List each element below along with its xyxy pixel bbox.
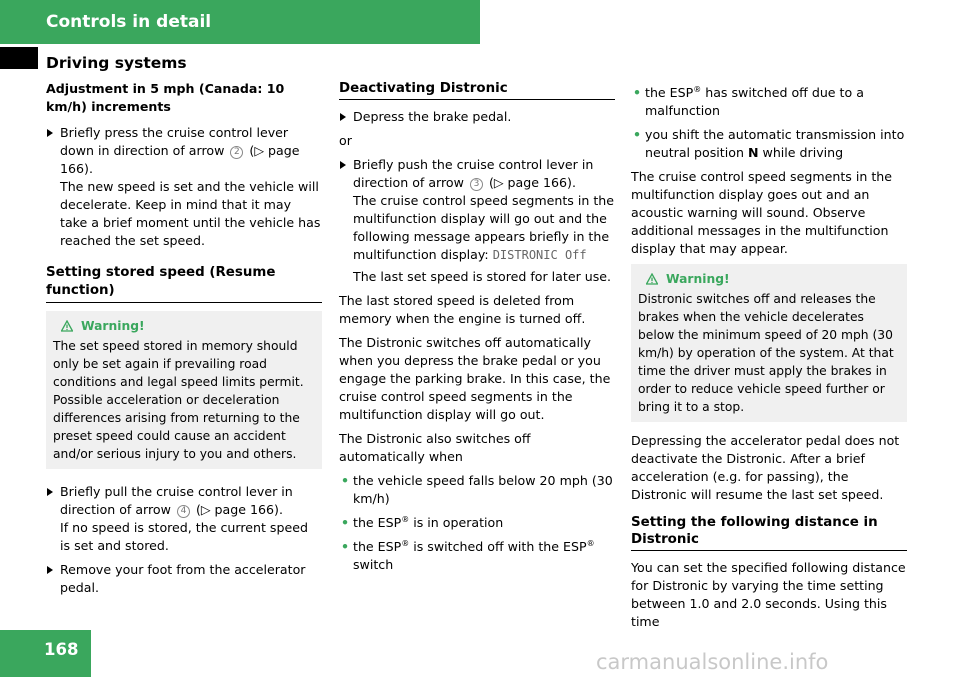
page-reference: (▷ page 166). [195, 502, 283, 517]
col3-heading: Setting the following distance in Distronic [631, 514, 907, 551]
registered-mark: ® [401, 539, 410, 548]
page-reference: (▷ page 166). [60, 143, 300, 176]
warning-box [46, 311, 322, 469]
step-result: The cruise control speed segments in the multifunction display will go out and the following message appears briefly in the multifunction display: [353, 193, 614, 262]
warning-triangle-icon [646, 273, 658, 285]
instruction-step [339, 156, 615, 286]
col2-heading: Deactivating Distronic [339, 80, 615, 100]
paragraph: You can set the specified following distance for Distronic by varying the time setting between 1.0 and 2.0 seconds. Using this time [631, 560, 906, 629]
warning-box [631, 264, 907, 422]
col1-heading: Adjustment in 5 mph (Canada: 10 km/h) increments [46, 81, 285, 114]
warning-triangle-icon [61, 320, 73, 332]
step-text: Briefly push the cruise control lever in direction of arrow [353, 157, 594, 190]
list-item [631, 126, 907, 162]
paragraph: The Distronic also switches off automatically when [339, 431, 531, 464]
warning-title: Warning! [666, 272, 730, 286]
bullet-icon: • [341, 539, 350, 554]
instruction-step [339, 108, 615, 126]
arrow-number-badge: 3 [470, 178, 483, 191]
step-text: Depress the brake pedal. [353, 109, 512, 124]
registered-mark: ® [401, 515, 410, 524]
page-number: 168 [44, 640, 79, 659]
chapter-header-bar [0, 0, 480, 44]
list-item-text: while driving [762, 145, 844, 160]
paragraph: The cruise control speed segments in the multifunction display goes out and an acoustic warning will sound. Observe additional messages in the multifunction display that may appear. [631, 169, 892, 256]
bullet-icon: • [341, 473, 350, 488]
instruction-step [46, 483, 322, 555]
column-3 [631, 84, 907, 637]
list-item-text: is in operation [413, 515, 504, 530]
list-item-text: switch [353, 557, 394, 572]
list-item-text: the vehicle speed falls below 20 mph (30 km/h) [353, 473, 613, 506]
warning-text: The set speed stored in memory should only be set again if prevailing road conditions and legal speed limits permit. Possible acceleration or deceleration differences arising from returning to the preset speed could cause an accident and/or serious injury to you and others. [53, 339, 304, 461]
warning-text: Distronic switches off and releases the brakes when the vehicle decelerates below the minimum speed of 20 mph (30 km/h) by operation of the system. At that time the driver must apply the brakes in order to reduce vehicle speed further or bring it to a stop. [638, 292, 894, 414]
arrow-number-badge: 2 [230, 146, 243, 159]
step-result: The new speed is set and the vehicle will decelerate. Keep in mind that it may take a brief moment until the vehicle has reached the set speed. [60, 179, 321, 248]
arrow-number-badge: 4 [177, 505, 190, 518]
step-result: The last set speed is stored for later use. [353, 269, 612, 284]
step-arrow-icon [340, 161, 346, 169]
instruction-step [46, 561, 322, 597]
section-title: Driving systems [46, 54, 187, 72]
step-text: Briefly press the cruise control lever down in direction of arrow [60, 125, 289, 158]
or-text: or [339, 133, 352, 148]
registered-mark: ® [693, 85, 702, 94]
step-arrow-icon [340, 113, 346, 121]
gear-position: N [747, 145, 759, 160]
list-item-text: is switched off with the ESP [413, 539, 587, 554]
display-message: DISTRONIC Off [492, 248, 587, 262]
page-reference: (▷ page 166). [488, 175, 576, 190]
list-item-text: the ESP [353, 539, 402, 554]
col1-subheading: Setting stored speed (Resume function) [46, 264, 322, 303]
paragraph: The Distronic switches off automatically when you depress the brake pedal or you engage the parking brake. In this case, the cruise control speed segments in the multifunction display will go out. [339, 335, 611, 422]
bullet-icon: • [633, 127, 642, 142]
warning-title: Warning! [81, 319, 145, 333]
bullet-icon: • [633, 85, 642, 100]
watermark: carmanualsonline.info [596, 650, 829, 674]
step-result: If no speed is stored, the current speed is set and stored. [60, 520, 308, 553]
step-arrow-icon [47, 129, 53, 137]
column-1 [46, 80, 322, 603]
list-item-text: you shift the automatic transmission into neutral position [645, 127, 905, 160]
list-item [339, 514, 615, 532]
warning-title-row [61, 317, 316, 335]
list-item [339, 472, 615, 508]
list-item [631, 84, 907, 120]
section-marker [0, 47, 38, 69]
chapter-title: Controls in detail [46, 12, 212, 32]
step-text: Briefly pull the cruise control lever in direction of arrow [60, 484, 293, 517]
step-arrow-icon [47, 488, 53, 496]
paragraph: Depressing the accelerator pedal does not deactivate the Distronic. After a brief acceleration (e.g. for passing), the Distronic will resume the last set speed. [631, 433, 900, 502]
step-arrow-icon [47, 566, 53, 574]
list-item-text: has switched off due to a malfunction [645, 85, 864, 118]
step-text: Remove your foot from the accelerator pedal. [60, 562, 306, 595]
instruction-step [46, 124, 322, 250]
warning-title-row [646, 270, 901, 288]
registered-mark: ® [586, 539, 595, 548]
bullet-icon: • [341, 515, 350, 530]
paragraph: The last stored speed is deleted from memory when the engine is turned off. [339, 293, 586, 326]
list-item [339, 538, 615, 574]
column-2 [339, 80, 615, 580]
list-item-text: the ESP [645, 85, 694, 100]
list-item-text: the ESP [353, 515, 402, 530]
